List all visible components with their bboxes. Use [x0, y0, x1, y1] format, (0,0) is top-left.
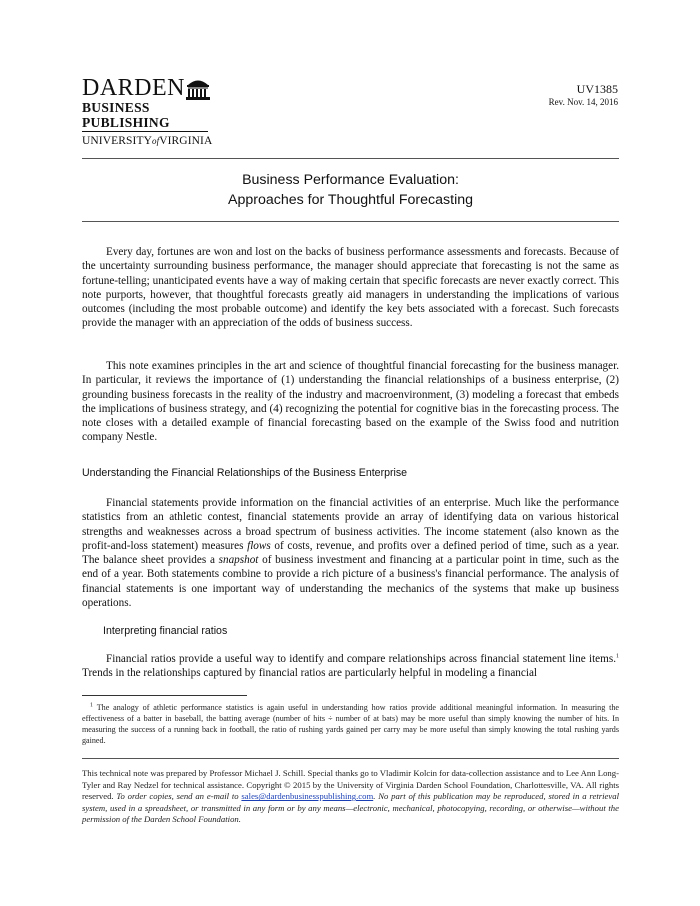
document-code: UV1385 [576, 82, 618, 96]
title-line-1: Business Performance Evaluation: [242, 172, 459, 188]
rotunda-icon [185, 76, 211, 100]
colophon-rule [82, 758, 619, 759]
subsection-heading: Interpreting financial ratios [103, 625, 228, 637]
logo-university: UNIVERSITYofVIRGINIA [82, 135, 213, 147]
paragraph-overview: This note examines principles in the art and science of thoughtful financial forecasting for the business manager. In particular, it reviews the importance of (1) understanding the financial relationships of a business enterprise, (2) grounding business forecasts in the reality of the industry and macroenvironment, (3) modeling a forecast that embeds the implications of business strategy, and (4) recognizing the potential for cognitive bias in the forecasting process. The note closes with a detailed example of financial forecasting based on the example of the Swiss food and nutrition company Nestle. [82, 360, 619, 444]
footnote-reference[interactable]: 1 [616, 653, 619, 660]
section-heading: Understanding the Financial Relationships of the Business Enterprise [82, 467, 408, 479]
footnote-marker: 1 [90, 702, 93, 709]
emphasis-flows: flows [247, 539, 271, 552]
title-rule-top [82, 158, 619, 159]
title-rule-bottom [82, 221, 619, 222]
emphasis-snapshot: snapshot [218, 554, 259, 567]
darden-logo [82, 76, 212, 148]
sales-email-link[interactable]: sales@dardenbusinesspublishing.com [241, 791, 374, 802]
revision-date: Rev. Nov. 14, 2016 [548, 97, 618, 107]
footnote-separator [82, 695, 247, 696]
title-line-2: Approaches for Thoughtful Forecasting [227, 191, 473, 208]
colophon: This technical note was prepared by Professor Michael J. Schill. Special thanks go to Vladimir Kolcin for data-collection assistance and to Lee Ann Long-Tyler and Ray Nedzel for technical assistance. Copyright © 2015 by the University of Virginia Darden School Foundation, Charlottesville, VA. All rights reserved. To order copies, send an e-mail to sales@dardenbusinesspublishing.com. No part of this publication may be reproduced, stored in a retrieval system, used in a spreadsheet, or transmitted in any form or by any means—electronic, mechanical, photocopying, recording, or otherwise—without the permission of the Darden School Foundation. [82, 768, 619, 825]
logo-business-publishing: BUSINESS PUBLISHING [82, 100, 208, 132]
document-title [82, 171, 619, 210]
document-identifier [549, 82, 618, 108]
paragraph-financial-ratios: Financial ratios provide a useful way to identify and compare relationships across financial statement line items.$^1$ Trends in the relationships captured by financial ratios are particularly helpful in modeling a financial [82, 653, 619, 680]
logo-darden-text: DARDEN [82, 75, 185, 101]
footnote: $^1$ The analogy of athletic performance statistics is again useful in understanding how ratios provide additional meaningful information. In measuring the effectiveness of a batter in baseball, the batting average (number of hits ÷ number of at bats) may be more useful than simply knowing the number of hits. In measuring the success of a running back in football, the ratio of rushing yards gained per carry may be more useful than simply knowing the total rushing yards gained. [82, 702, 619, 745]
paragraph-financial-statements: Financial statements provide information on the financial activities of an enterprise. Much like the performance statistics from an athletic contest, financial statements provide an array of identifying data on various historical strengths and weaknesses across a broad spectrum of business activities. The income statement (also known as the profit-and-loss statement) measures flows of costs, revenue, and profits over a defined period of time, such as a year. The balance sheet provides a snapshot of business investment and financing at a particular point in time, such as the end of a year. Both statements combine to provide a rich picture of a business's financial performance. The analysis of financial statements is one important way of understanding the mechanics of the systems that make up business operations. [82, 497, 619, 610]
paragraph-intro: Every day, fortunes are won and lost on the backs of business performance assessments and forecasts. Because of the uncertainty surrounding business performance, the manager should appreciate that forecasting is not the same as fortune-telling; unanticipated events have a way of making certain that specific forecasts are never exactly correct. This note purports, however, that thoughtful forecasts greatly aid managers in understanding the implications of various outcomes (including the most probable outcome) and identify the key bets associated with a forecast. Such forecasts provide the manager with an appreciation of the odds of business success. [82, 246, 619, 330]
